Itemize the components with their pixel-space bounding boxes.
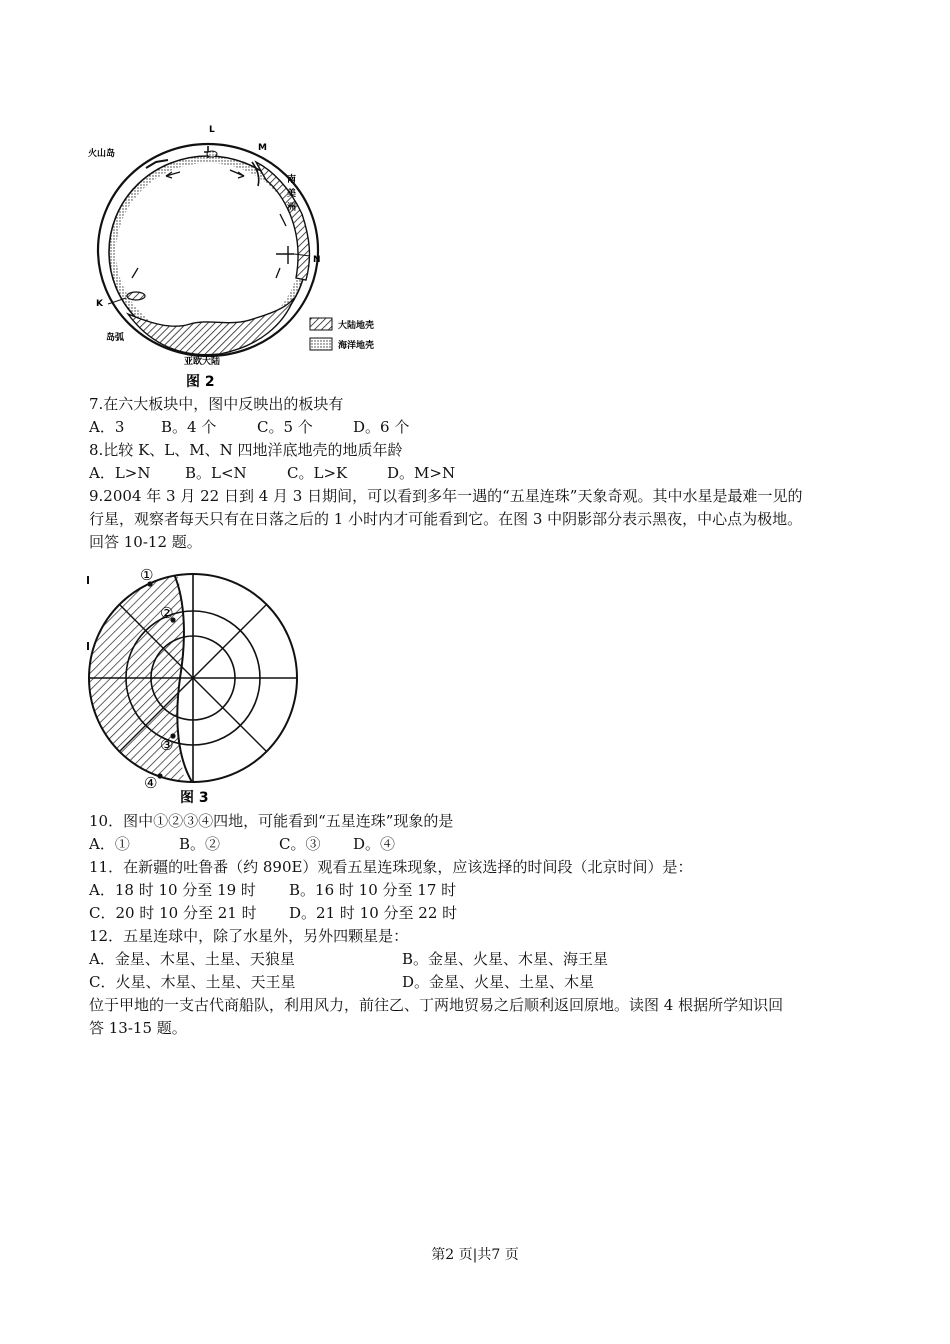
label-south-america-2: 美 [287,189,297,199]
q7-option-b: B。4 个 [161,418,217,436]
q10-stem: 10．图中①②③④四地，可能看到“五星连珠”现象的是 [89,812,454,830]
marker-3: ③ [160,736,174,754]
q12-option-b: B。金星、火星、木星、海王星 [402,950,609,968]
label-K: K [96,299,103,309]
q10-option-d: D。④ [353,835,396,853]
q9-line-1: 9.2004 年 3 月 22 日到 4 月 3 日期间，可以看到多年一遇的“五星连珠”天象奇观。其中水星是最难一见的 [89,487,803,505]
q12-option-c: C．火星、木星、土星、天王星 [89,973,296,991]
passage-line-2: 答 13-15 题。 [89,1019,187,1037]
label-eurasia: 亚欧大陆 [184,357,221,367]
q8-option-c: C。L>K [287,464,348,482]
q7-option-d: D。6 个 [353,418,410,436]
q12-option-d: D。金星、火星、土星、木星 [402,973,595,991]
q10-option-b: B。② [179,835,221,853]
q7-stem: 7.在六大板块中，图中反映出的板块有 [89,395,344,413]
label-volcanic-island: 火山岛 [88,149,116,159]
label-island-arc: 岛弧 [106,333,125,343]
q9-line-2: 行星，观察者每天只有在日落之后的 1 小时内才可能看到它。在图 3 中阴影部分表示黑夜，中心点为极地。 [89,510,803,528]
label-M: M [258,143,267,153]
q11-option-d: D。21 时 10 分至 22 时 [289,904,458,922]
figure-3-caption: 图 3 [180,790,209,806]
label-N: N [313,255,321,265]
q8-option-a: A．L>N [89,464,151,482]
q8-option-d: D。M>N [387,464,456,482]
q10-option-a: A．① [89,835,130,853]
label-south-america-1: 南 [287,175,297,185]
q11-option-c: C．20 时 10 分至 21 时 [89,904,257,922]
q9-line-3: 回答 10-12 题。 [89,533,202,551]
legend-swatch-oceanic [310,338,332,350]
passage-line-1: 位于甲地的一支古代商船队，利用风力，前往乙、丁两地贸易之后顺利返回原地。读图 4 根据所学知识回 [89,996,784,1014]
page-footer: 第2 页|共7 页 [431,1247,519,1263]
q11-option-b: B。16 时 10 分至 17 时 [289,881,457,899]
q12-option-a: A．金星、木星、土星、天狼星 [89,950,295,968]
legend-oceanic-crust: 海洋地壳 [338,341,375,351]
q10-option-c: C。③ [279,835,321,853]
q8-stem: 8.比较 K、L、M、N 四地洋底地壳的地质年龄 [89,441,403,459]
q8-option-b: B。L<N [185,464,247,482]
marker-2: ② [160,604,174,622]
label-south-america-3: 洲 [287,203,297,213]
label-L: L [209,125,215,135]
legend-continental-crust: 大陆地壳 [338,321,375,331]
q7-option-c: C。5 个 [257,418,313,436]
figure-2-caption: 图 2 [186,374,215,390]
q11-stem: 11．在新疆的吐鲁番（约 890E）观看五星连珠现象，应该选择的时间段（北京时间）是： [89,858,693,876]
figure-3-polar-diagram [82,562,312,810]
marker-4: ④ [144,774,158,792]
q7-option-a: A．3 [89,418,125,436]
marker-1: ① [140,566,154,584]
night-area [82,562,192,810]
q12-stem: 12．五星连球中，除了水星外，另外四颗星是： [89,927,409,945]
figure-2-plate-diagram [80,118,410,390]
q11-option-a: A．18 时 10 分至 19 时 [89,881,256,899]
legend-swatch-continental [310,318,332,330]
